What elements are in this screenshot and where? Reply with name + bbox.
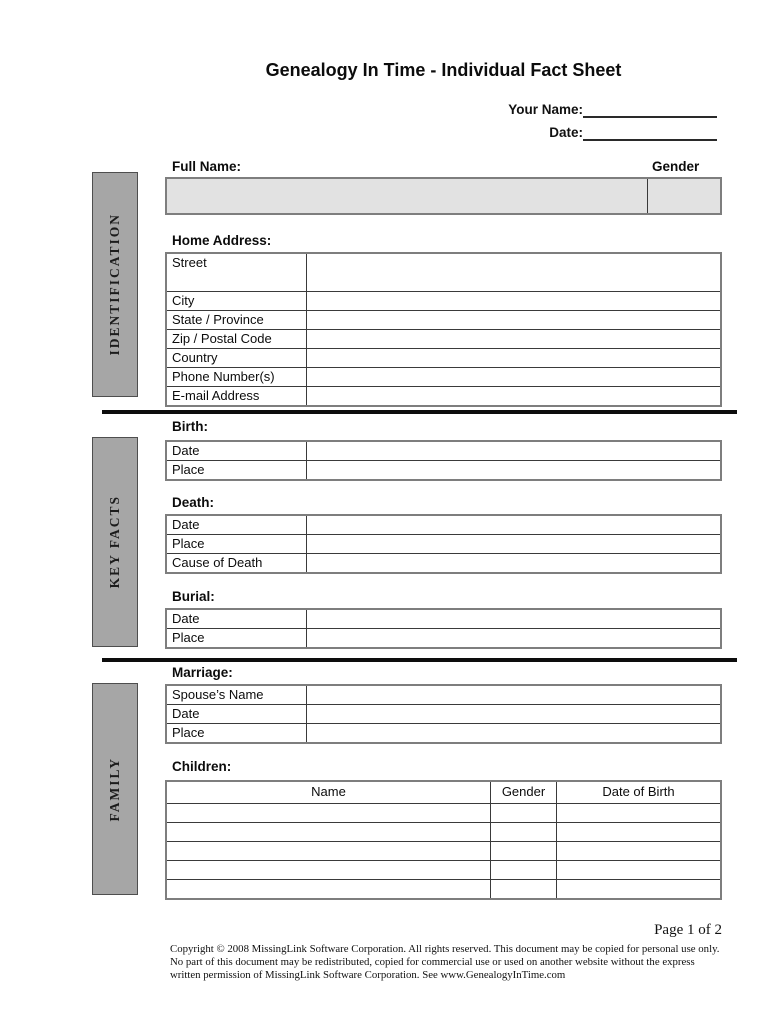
field-value-death-date[interactable] (307, 516, 720, 534)
field-label-cause-of-death: Cause of Death (167, 554, 307, 572)
table-row (167, 291, 720, 310)
children-empty-row (167, 822, 720, 841)
field-label-city: City (167, 292, 307, 310)
table-row (167, 254, 720, 291)
table-row (167, 553, 720, 572)
children-header-row (167, 782, 720, 803)
section-tab-family (92, 683, 138, 895)
table-row (167, 386, 720, 405)
copyright-notice: Copyright © 2008 MissingLink Software Corporation. All rights reserved. This document may be copied for personal use only. No part of this document may be redistributed, copied for commercial use or used on another website without the express written permission of MissingLink Software Corporation. See www.GenealogyInTime.com (170, 943, 720, 981)
children-col-gender: Gender (491, 782, 557, 803)
field-label-phone-numbers: Phone Number(s) (167, 368, 307, 386)
field-value-marriage-place[interactable] (307, 724, 720, 742)
section-tab-identification-label: IDENTIFICATION (107, 213, 122, 356)
children-col-date-of-birth: Date of Birth (602, 784, 675, 799)
table-row (167, 628, 720, 647)
your-name-row (508, 100, 717, 118)
child-date-of-birth-field[interactable] (557, 861, 720, 879)
field-value-state-province[interactable] (307, 311, 720, 329)
field-value-cause-of-death[interactable] (307, 554, 720, 572)
section-tab-key-facts-label: KEY FACTS (107, 495, 122, 589)
child-gender-field[interactable] (491, 842, 557, 860)
table-row (167, 723, 720, 742)
field-value-zip-postal-code[interactable] (307, 330, 720, 348)
burial-label: Burial: (172, 589, 215, 604)
child-name-field[interactable] (167, 861, 491, 879)
birth-label: Birth: (172, 419, 208, 434)
your-name-blank[interactable] (583, 100, 717, 118)
home-address-table (165, 252, 722, 407)
gender-field[interactable] (647, 179, 720, 213)
field-label-birth-date: Date (167, 442, 307, 460)
full-name-box (165, 177, 722, 215)
field-value-street[interactable] (307, 254, 720, 291)
field-label-death-date: Date (167, 516, 307, 534)
death-label: Death: (172, 495, 215, 510)
child-name-field[interactable] (167, 842, 491, 860)
burial-table (165, 608, 722, 649)
table-row (167, 348, 720, 367)
date-blank[interactable] (583, 123, 717, 141)
children-col-name: Name (167, 782, 491, 803)
child-date-of-birth-field[interactable] (557, 842, 720, 860)
full-name-field[interactable] (167, 179, 648, 213)
field-value-phone-numbers[interactable] (307, 368, 720, 386)
field-label-burial-date: Date (167, 610, 307, 628)
page-title: Genealogy In Time - Individual Fact Sheet (265, 60, 622, 80)
field-value-burial-place[interactable] (307, 629, 720, 647)
children-empty-row (167, 841, 720, 860)
field-label-marriage-date: Date (167, 705, 307, 723)
home-address-label: Home Address: (172, 233, 272, 248)
table-row (167, 686, 720, 704)
fill-date-row (549, 123, 717, 141)
field-value-death-place[interactable] (307, 535, 720, 553)
field-value-marriage-date[interactable] (307, 705, 720, 723)
child-gender-field[interactable] (491, 804, 557, 822)
section-divider-rule (102, 410, 737, 414)
gender-label: Gender (652, 159, 700, 174)
death-table (165, 514, 722, 574)
section-tab-identification (92, 172, 138, 397)
field-value-birth-date[interactable] (307, 442, 720, 460)
date-label: Date: (549, 125, 583, 140)
table-row (167, 704, 720, 723)
table-row (167, 534, 720, 553)
child-gender-field[interactable] (491, 823, 557, 841)
child-name-field[interactable] (167, 823, 491, 841)
full-name-label: Full Name: (172, 159, 242, 174)
child-name-field[interactable] (167, 804, 491, 822)
field-label-birth-place: Place (167, 461, 307, 479)
field-value-burial-date[interactable] (307, 610, 720, 628)
field-label-marriage-place: Place (167, 724, 307, 742)
table-row (167, 610, 720, 628)
children-empty-row (167, 879, 720, 898)
section-tab-key-facts (92, 437, 138, 647)
table-row (167, 442, 720, 460)
field-label-zip-postal-code: Zip / Postal Code (167, 330, 307, 348)
table-row (167, 329, 720, 348)
field-label-street: Street (167, 254, 307, 291)
marriage-label: Marriage: (172, 665, 233, 680)
child-gender-field[interactable] (491, 861, 557, 879)
page-number: Page 1 of 2 (654, 922, 722, 938)
your-name-label: Your Name: (508, 102, 583, 117)
child-date-of-birth-field[interactable] (557, 823, 720, 841)
field-value-email-address[interactable] (307, 387, 720, 405)
child-gender-field[interactable] (491, 880, 557, 898)
field-label-spouses-name: Spouse’s Name (167, 686, 307, 704)
children-label: Children: (172, 759, 232, 774)
field-label-death-place: Place (167, 535, 307, 553)
field-label-state-province: State / Province (167, 311, 307, 329)
birth-table (165, 440, 722, 481)
child-name-field[interactable] (167, 880, 491, 898)
table-row (167, 460, 720, 479)
marriage-table (165, 684, 722, 744)
field-label-burial-place: Place (167, 629, 307, 647)
field-value-city[interactable] (307, 292, 720, 310)
child-date-of-birth-field[interactable] (557, 804, 720, 822)
field-value-spouses-name[interactable] (307, 686, 720, 704)
field-value-birth-place[interactable] (307, 461, 720, 479)
table-row (167, 516, 720, 534)
children-empty-row (167, 860, 720, 879)
table-row (167, 367, 720, 386)
children-empty-row (167, 803, 720, 822)
table-row (167, 310, 720, 329)
field-label-country: Country (167, 349, 307, 367)
child-date-of-birth-field[interactable] (557, 880, 720, 898)
section-divider-rule (102, 658, 737, 662)
field-label-email-address: E-mail Address (167, 387, 307, 405)
children-table (165, 780, 722, 900)
section-tab-family-label: FAMILY (107, 756, 122, 822)
field-value-country[interactable] (307, 349, 720, 367)
